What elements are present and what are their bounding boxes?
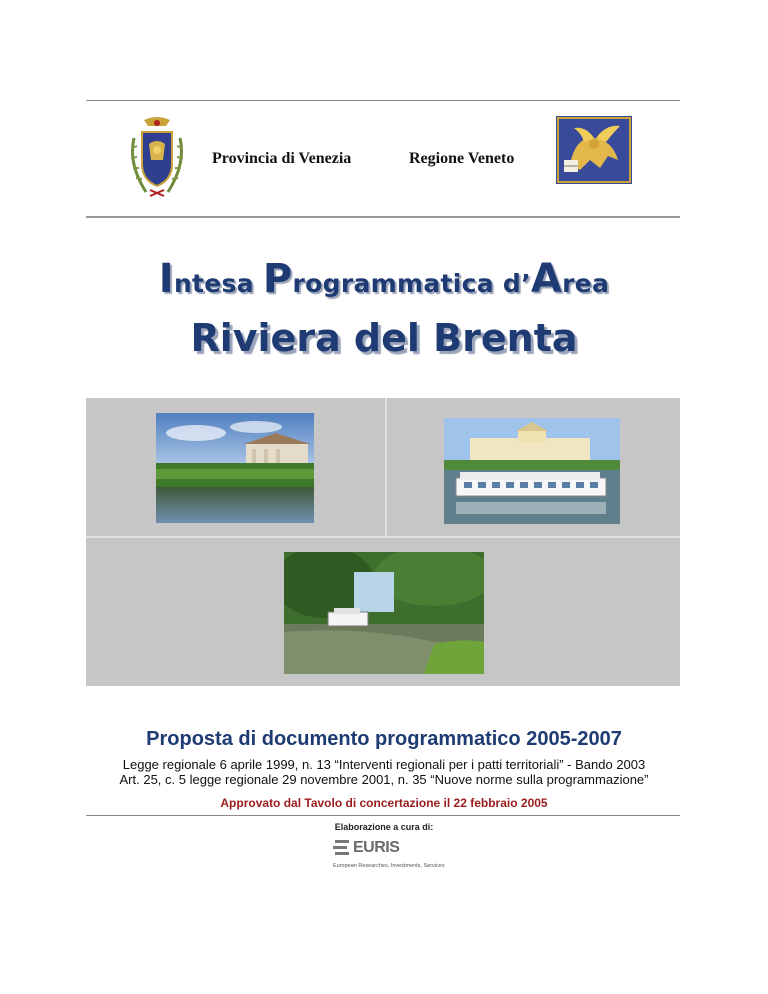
panel-divider-horizontal (86, 536, 680, 538)
euris-mark-icon (333, 838, 351, 860)
document-subtitle: Proposta di documento programmatico 2005-2007 (146, 728, 622, 750)
photo-panel (86, 398, 680, 686)
villa-by-canal-photo (156, 413, 314, 523)
euris-name: EURIS (353, 839, 400, 856)
regione-veneto-lion-icon (556, 116, 632, 184)
title-line1 (0, 256, 768, 302)
villa-and-riverboat-photo (444, 418, 620, 524)
top-rule (86, 100, 680, 101)
footer-rule (86, 815, 680, 816)
law-reference-1: Legge regionale 6 aprile 1999, n. 13 “Interventi regionali per i patti territoriali” - Bando 2003 (122, 757, 646, 772)
title-initial-a: A (530, 256, 563, 302)
title-line2: Riviera del Brenta (190, 316, 578, 360)
regione-label: Regione Veneto (409, 150, 515, 167)
euris-tagline: European Researches, Investments, Services (333, 863, 445, 869)
panel-divider-vertical (385, 398, 387, 536)
title-initial-i: I (158, 256, 174, 302)
law-reference-2: Art. 25, c. 5 legge regionale 29 novembre 2001, n. 35 “Nuove norme sulla programmazione” (119, 772, 649, 787)
title-word-intesa: ntesa (173, 269, 263, 298)
provincia-venezia-crest-icon (126, 114, 188, 202)
euris-logo (333, 838, 453, 874)
provincia-label: Provincia di Venezia (212, 150, 352, 167)
title-word-area: rea (562, 269, 610, 298)
approval-note: Approvato dal Tavolo di concertazione il 22 febbraio 2005 (220, 796, 548, 810)
riverboat-on-brenta-photo (284, 552, 484, 674)
credit-label: Elaborazione a cura di: (334, 822, 434, 832)
header-rule (86, 216, 680, 218)
title-word-programmatica: rogrammatica d’ (292, 269, 531, 298)
title-initial-p: P (262, 256, 293, 302)
